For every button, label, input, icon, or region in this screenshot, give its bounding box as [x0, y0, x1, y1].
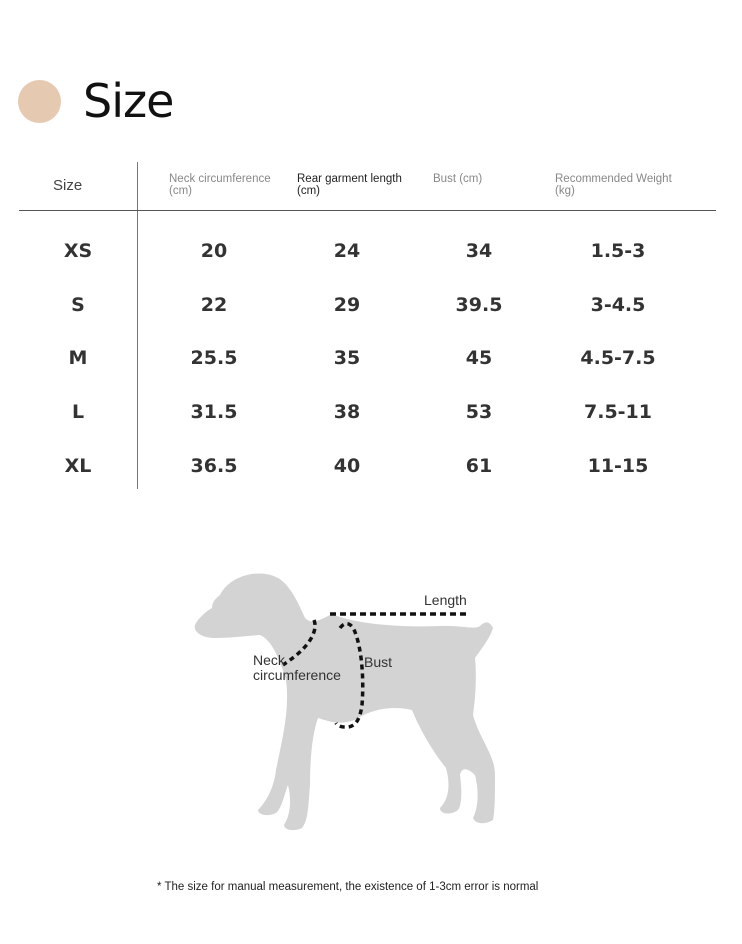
cell-length: 24 [333, 240, 361, 262]
cell-neck: 36.5 [190, 455, 238, 477]
cell-weight: 4.5-7.5 [580, 347, 656, 369]
neck-label [253, 653, 341, 683]
cell-weight: 1.5-3 [590, 240, 646, 262]
bust-label: Bust [364, 654, 393, 670]
header-weight-unit: (kg) [555, 185, 575, 197]
cell-weight: 7.5-11 [584, 401, 652, 423]
neck-label-line1: Neck [253, 652, 285, 668]
header-length-unit: (cm) [297, 185, 320, 197]
cell-length: 40 [333, 455, 361, 477]
cell-size: M [68, 347, 88, 369]
header-neck [169, 173, 271, 197]
cell-length: 29 [333, 294, 361, 316]
length-label: Length [424, 592, 467, 608]
header-divider [19, 210, 716, 211]
header-neck-label: Neck circumference [169, 173, 271, 185]
cell-bust: 61 [465, 455, 493, 477]
dog-silhouette-icon [190, 570, 510, 840]
cell-neck: 22 [200, 294, 228, 316]
cell-neck: 31.5 [190, 401, 238, 423]
cell-neck: 25.5 [190, 347, 238, 369]
cell-size: XL [64, 455, 92, 477]
header-bust [433, 173, 482, 185]
cell-weight: 3-4.5 [590, 294, 646, 316]
cell-length: 35 [333, 347, 361, 369]
header-weight [555, 173, 672, 197]
header-length-label: Rear garment length [297, 173, 402, 185]
column-divider [137, 162, 138, 489]
cell-size: S [71, 294, 85, 316]
cell-neck: 20 [200, 240, 228, 262]
header-bust-label: Bust (cm) [433, 173, 483, 185]
accent-dot-icon [18, 80, 61, 123]
header-size: Size [53, 177, 83, 194]
section-header [18, 76, 173, 126]
cell-bust: 39.5 [455, 294, 503, 316]
header-length [297, 173, 402, 197]
page-title: Size [83, 74, 174, 128]
cell-bust: 34 [465, 240, 493, 262]
neck-label-line2: circumference [253, 667, 341, 683]
cell-bust: 53 [465, 401, 493, 423]
header-weight-label: Recommended Weight [555, 173, 672, 185]
cell-size: XS [63, 240, 93, 262]
cell-length: 38 [333, 401, 361, 423]
cell-weight: 11-15 [587, 455, 649, 477]
cell-bust: 45 [465, 347, 493, 369]
header-neck-unit: (cm) [169, 185, 192, 197]
dog-measurement-diagram [190, 570, 510, 845]
cell-size: L [71, 401, 85, 423]
footnote: * The size for manual measurement, the existence of 1-3cm error is normal [157, 881, 539, 893]
